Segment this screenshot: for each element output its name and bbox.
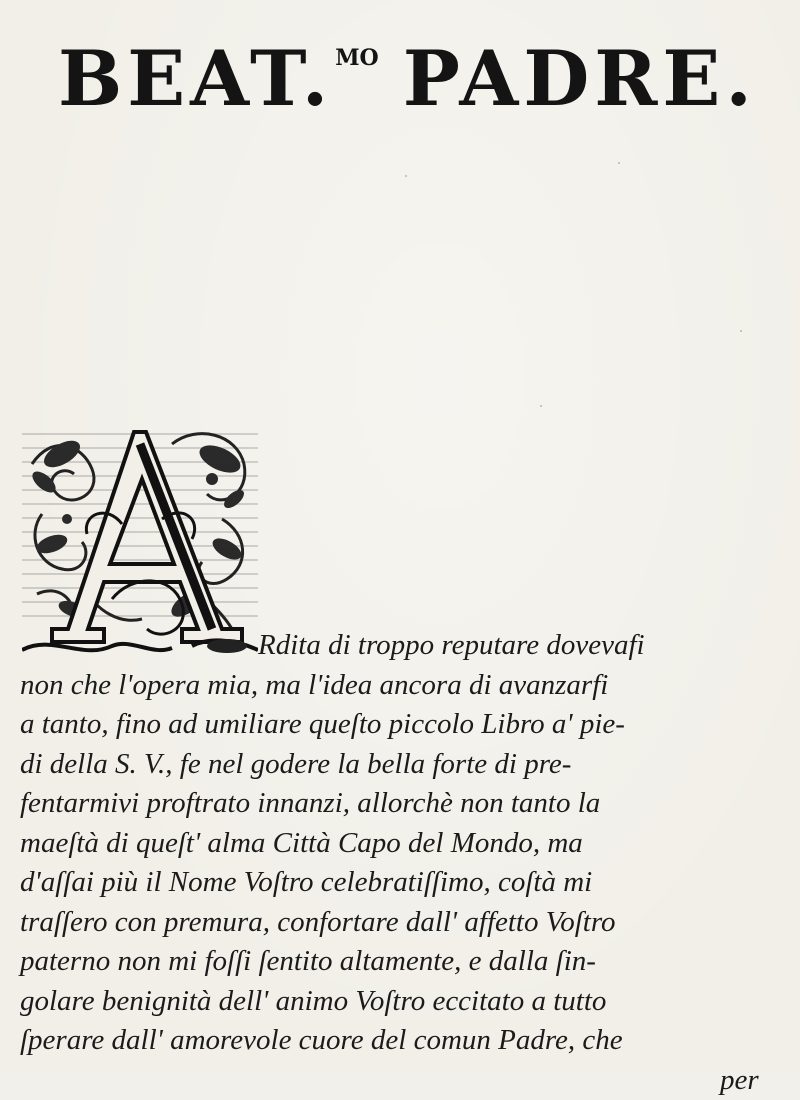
text-line: fentarmivi proftrato innanzi, allorchè non tanto la bbox=[20, 784, 790, 824]
text-line: Rdita di troppo reputare dovevafi bbox=[20, 626, 790, 666]
dedication-text bbox=[20, 626, 790, 1100]
text-line: golare benignità dell' animo Voſtro eccitato a tutto bbox=[20, 982, 790, 1022]
text-line: traſſero con premura, confortare dall' affetto Voſtro bbox=[20, 903, 790, 943]
text-line: di della S. V., fe nel godere la bella forte di pre- bbox=[20, 745, 790, 785]
catchword: per bbox=[20, 1061, 790, 1100]
decorated-initial-a-icon bbox=[22, 424, 258, 660]
paper-speck bbox=[740, 330, 742, 332]
text-line: paterno non mi foſſi ſentito altamente, e dalla ſin- bbox=[20, 942, 790, 982]
paper-speck bbox=[540, 405, 542, 407]
text-line: maeſtà di queſt' alma Città Capo del Mondo, ma bbox=[20, 824, 790, 864]
heading-superscript: MO bbox=[335, 45, 379, 71]
paper-speck bbox=[618, 162, 620, 164]
text-line: ſperare dall' amorevole cuore del comun Padre, che bbox=[20, 1021, 790, 1061]
paper-speck bbox=[405, 175, 407, 177]
text-line: d'aſſai più il Nome Voſtro celebratiſſimo, coſtà mi bbox=[20, 863, 790, 903]
heading-beat: BEAT. bbox=[58, 34, 333, 123]
heading-padre: PADRE. bbox=[403, 34, 757, 123]
text-line: a tanto, fino ad umiliare queſto piccolo Libro a' pie- bbox=[20, 705, 790, 745]
text-line: non che l'opera mia, ma l'idea ancora di avanzarfi bbox=[20, 666, 790, 706]
page-heading bbox=[58, 8, 798, 108]
